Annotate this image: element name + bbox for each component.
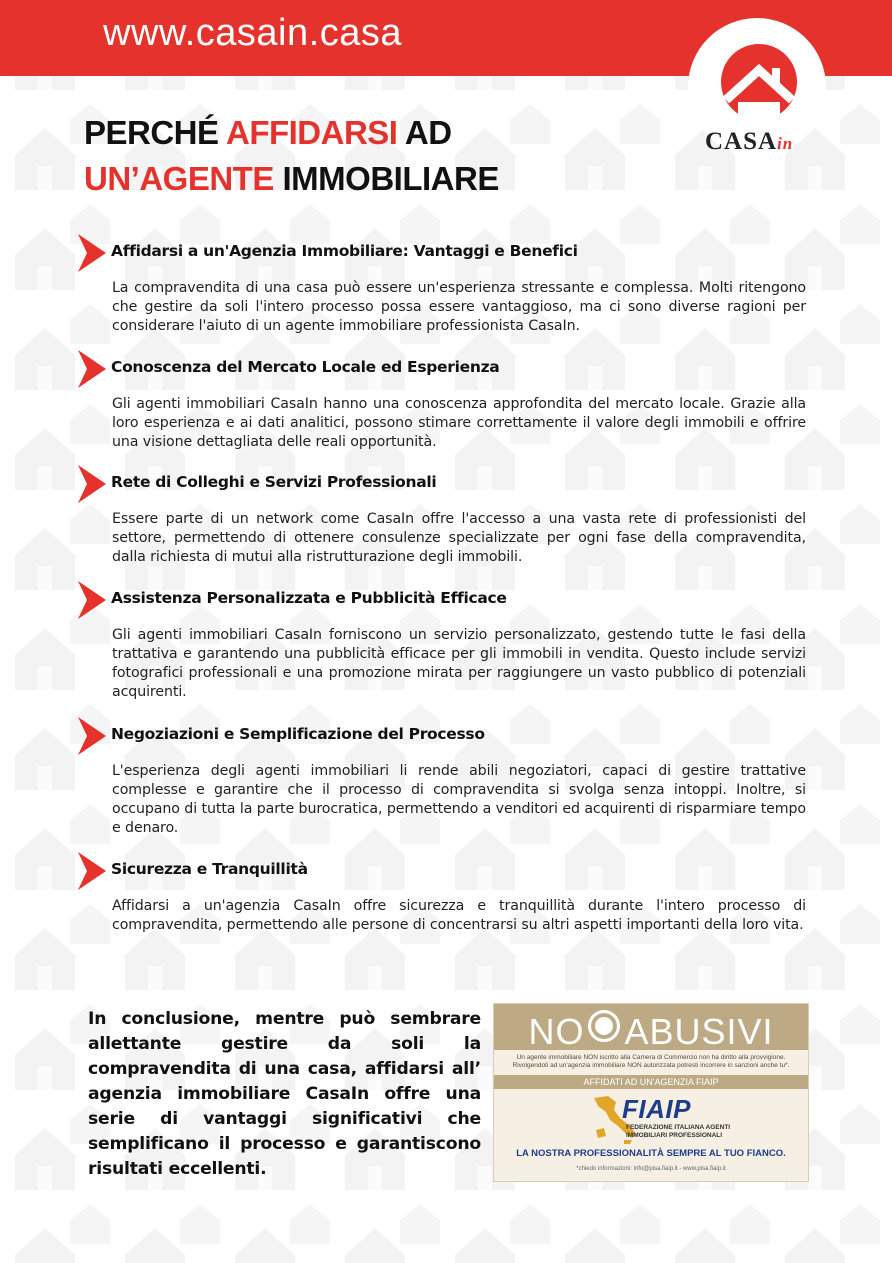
arrow-bullet-icon xyxy=(78,581,106,619)
badge-title: NO ABUSIVI xyxy=(528,1011,774,1052)
brand-logo-text: CASAin xyxy=(705,128,794,155)
section-vantaggi xyxy=(78,234,806,334)
arrow-bullet-icon xyxy=(78,350,106,388)
section-rete xyxy=(78,465,806,565)
section-mercato xyxy=(78,350,806,450)
section-sicurezza xyxy=(78,852,806,933)
section-title: Rete di Colleghi e Servizi Professionali xyxy=(111,473,437,491)
section-body: Gli agenti immobiliari CasaIn hanno una conoscenza approfondita del mercato locale. Grazie alla loro esperienza e ai dati analitici, possono stimare correttamente il valore degli immobili e offrire una visione dettagliata delle reali opportunità. xyxy=(112,396,806,450)
section-title: Conoscenza del Mercato Locale ed Esperienza xyxy=(111,358,500,376)
house-logo-icon xyxy=(714,42,804,132)
badge-slogan: LA NOSTRA PROFESSIONALITÀ SEMPRE AL TUO FIANCO. xyxy=(516,1148,786,1159)
section-body: Affidarsi a un'agenzia CasaIn offre sicurezza e tranquillità durante l'intero processo di compravendita, permettendo alle persone di concentrarsi su altri aspetti importanti della loro vita. xyxy=(112,898,806,933)
conclusion-text: In conclusione, mentre può sembrare allettante gestire da soli la compravendita di una casa, affidarsi all’ agenzia immobiliare CasaIn offre una serie di vantaggi significativi che semplificano il processo e garantiscono risultati eccellenti. xyxy=(88,1009,481,1179)
arrow-bullet-icon xyxy=(78,852,106,890)
section-title: Affidarsi a un'Agenzia Immobiliare: Vantaggi e Benefici xyxy=(111,242,578,260)
section-body: Essere parte di un network come CasaIn offre l'accesso a una vasta rete di professionisti del settore, permettendo di ottenere consulenze specializzate per ogni fase della compravendita, dalla richiesta di mutui alla ristrutturazione degli immobili. xyxy=(112,511,806,565)
section-title: Assistenza Personalizzata e Pubblicità Efficace xyxy=(111,589,507,607)
arrow-bullet-icon xyxy=(78,717,106,755)
seal-icon xyxy=(588,1010,620,1042)
fiaip-subtitle: FEDERAZIONE ITALIANA AGENTI IMMOBILIARI PROFESSIONALI xyxy=(626,1124,731,1139)
section-body: La compravendita di una casa può essere un'esperienza stressante e complessa. Molti ritengono che gestire da soli l'intero processo possa essere vantaggioso, ma ci sono diverse ragioni per considerare l'aiuto di un agente immobiliare professionista CasaIn. xyxy=(112,280,806,334)
page-title: PERCHÉ AFFIDARSI AD UN’AGENTE IMMOBILIARE xyxy=(84,114,499,197)
site-url[interactable]: www.casain.casa xyxy=(103,12,402,54)
fiaip-logo: FIAIP xyxy=(622,1094,691,1124)
section-title: Sicurezza e Tranquillità xyxy=(111,860,308,878)
arrow-bullet-icon xyxy=(78,234,106,272)
section-body: Gli agenti immobiliari CasaIn forniscono un servizio personalizzato, gestendo tutte le fasi della trattativa e garantendo una pubblicità efficace per gli immobili in vendita. Questo include servizi fotografici professionali e una promozione mirata per raggiungere un vasto pubblico di potenziali acquirenti. xyxy=(112,627,806,700)
section-body: L'esperienza degli agenti immobiliari li rende abili negoziatori, capaci di gestire trattative complesse e garantire che il processo di compravendita si svolga senza intoppi. Inoltre, si occupano di tutta la parte burocratica, permettendo a venditori ed acquirenti di risparmiare tempo e denaro. xyxy=(112,763,806,836)
no-abusivi-badge xyxy=(493,1003,809,1182)
arrow-bullet-icon xyxy=(78,465,106,503)
section-title: Negoziazioni e Semplificazione del Processo xyxy=(111,725,485,743)
section-negoziazioni xyxy=(78,717,806,836)
badge-subheader: AFFIDATI AD UN'AGENZIA FIAIP xyxy=(494,1075,808,1089)
badge-disclaimer: Un agente immobiliare NON iscritto alla Camera di Commercio non ha diritto alla provvigione. Rivolgendoti ad un'agenzia immobiliare NON autorizzata potresti incorrere in sanzioni anche tu*. xyxy=(512,1054,790,1069)
badge-footer: *chiedo informazioni: info@pisa.fiaip.it - www.pisa.fiaip.it xyxy=(576,1166,726,1172)
section-assistenza xyxy=(78,581,806,700)
